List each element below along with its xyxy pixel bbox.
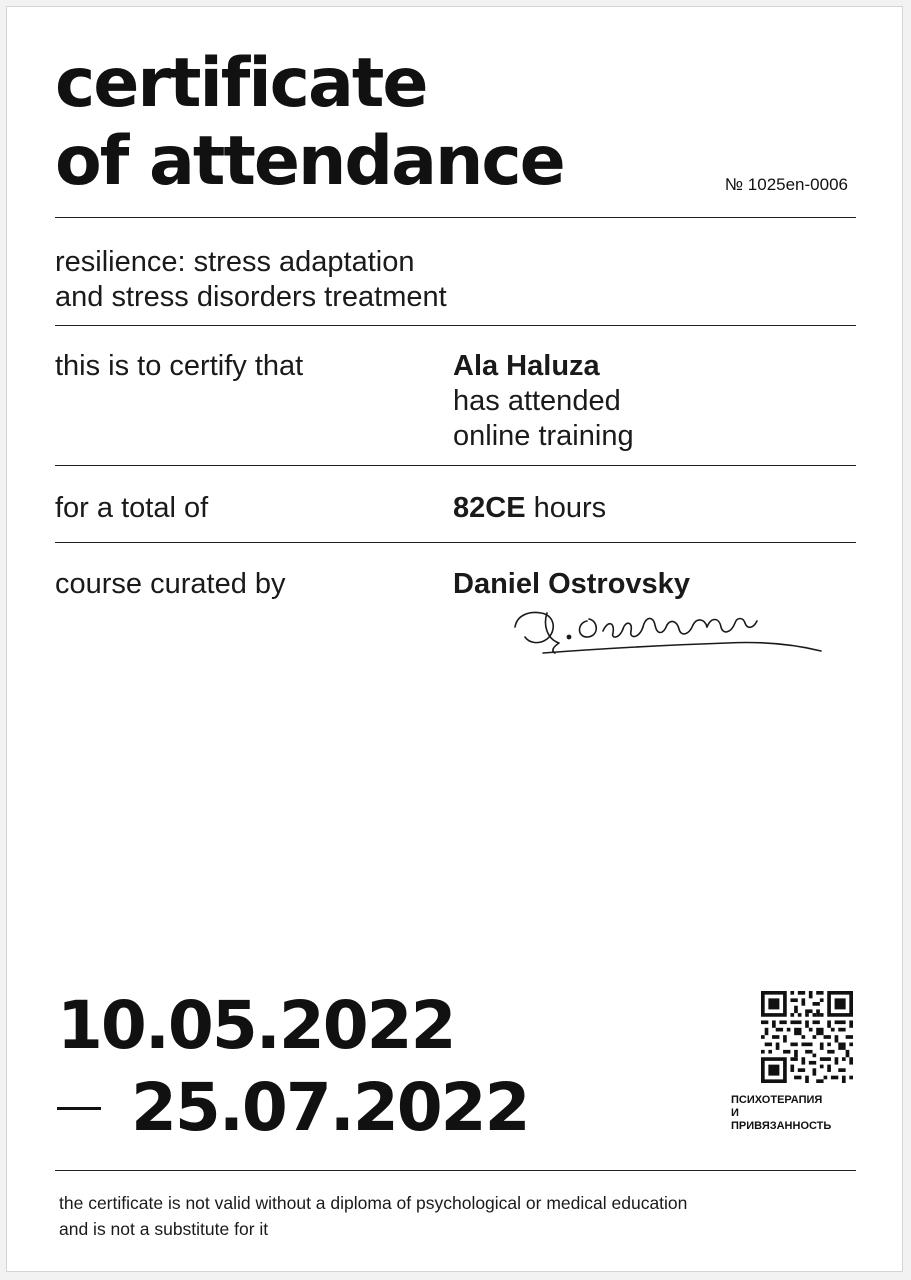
divider bbox=[55, 465, 856, 466]
divider bbox=[55, 217, 856, 218]
course-title-line-2: and stress disorders treatment bbox=[55, 281, 447, 313]
hours-unit: hours bbox=[533, 492, 607, 524]
organization-name bbox=[731, 1094, 881, 1133]
course-title bbox=[55, 245, 447, 315]
start-date: 10.05.2022 bbox=[57, 987, 455, 1064]
certificate-sheet bbox=[6, 6, 903, 1272]
total-label: for a total of bbox=[55, 492, 209, 524]
qr-code[interactable] bbox=[761, 991, 853, 1083]
attendee-block bbox=[453, 349, 634, 454]
attendance-line-2: online training bbox=[453, 420, 634, 452]
range-dash bbox=[57, 1107, 101, 1110]
certificate-title bbox=[55, 45, 564, 201]
curator-name: Daniel Ostrovsky bbox=[453, 568, 690, 600]
org-line-1: ПСИХОТЕРАПИЯ bbox=[731, 1094, 823, 1106]
validity-note-line-1: the certificate is not valid without a diploma of psychological or medical education bbox=[59, 1193, 688, 1213]
course-title-line-1: resilience: stress adaptation bbox=[55, 246, 415, 278]
org-line-2: И bbox=[731, 1107, 739, 1119]
date-range bbox=[57, 985, 529, 1149]
divider bbox=[55, 542, 856, 543]
validity-note bbox=[59, 1190, 687, 1242]
total-hours bbox=[453, 491, 606, 526]
attendee-name: Ala Haluza bbox=[453, 350, 600, 382]
end-date: 25.07.2022 bbox=[131, 1069, 529, 1146]
validity-note-line-2: and is not a substitute for it bbox=[59, 1219, 269, 1239]
attendance-line-1: has attended bbox=[453, 385, 621, 417]
hours-amount: 82CE bbox=[453, 492, 526, 524]
end-date-row bbox=[57, 1067, 529, 1149]
curator-signature bbox=[507, 599, 827, 659]
certify-label: this is to certify that bbox=[55, 350, 304, 382]
org-line-3: ПРИВЯЗАННОСТЬ bbox=[731, 1120, 832, 1132]
title-line-2: of attendance bbox=[55, 122, 564, 201]
certificate-number: № 1025en-0006 bbox=[724, 175, 848, 194]
title-line-1: certificate bbox=[55, 44, 427, 123]
divider bbox=[55, 1170, 856, 1171]
curator-label: course curated by bbox=[55, 568, 286, 600]
divider bbox=[55, 325, 856, 326]
